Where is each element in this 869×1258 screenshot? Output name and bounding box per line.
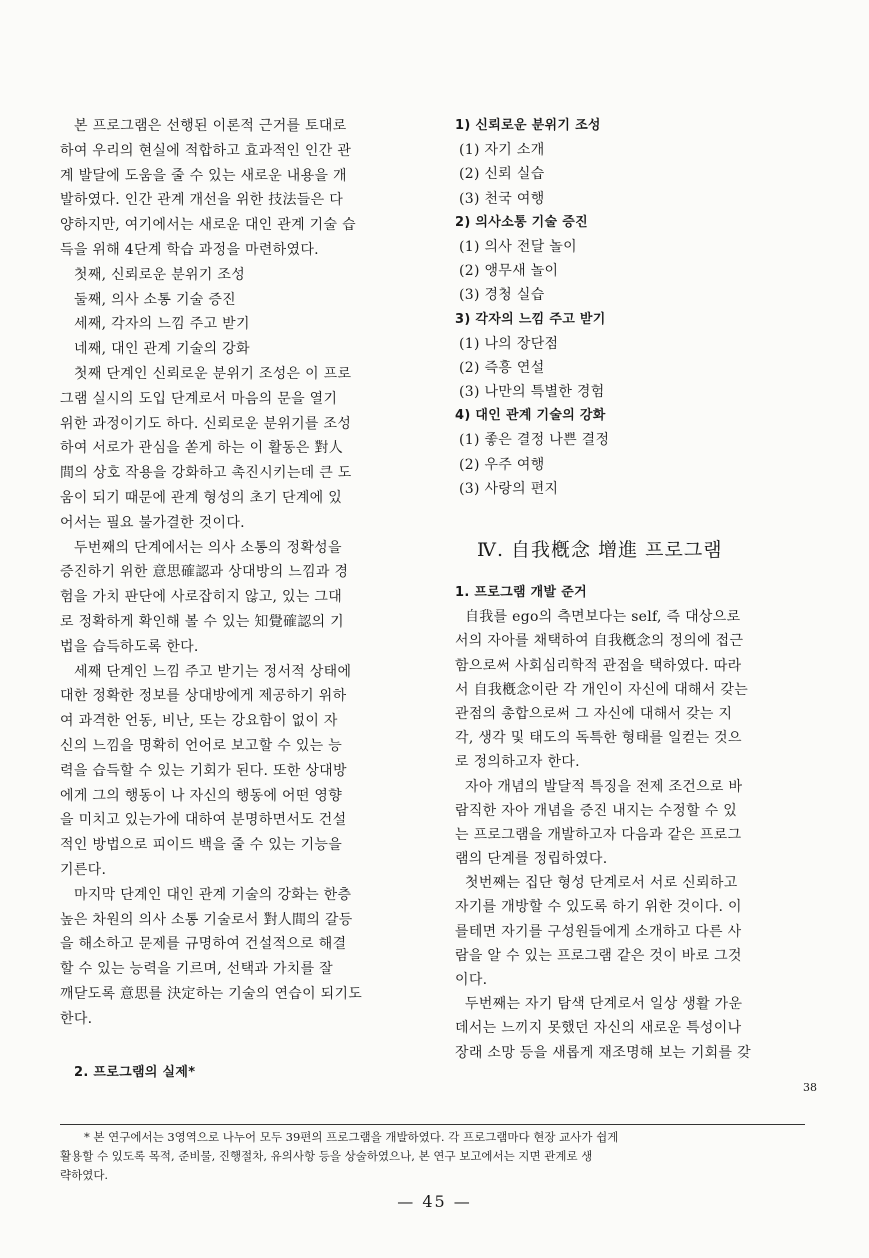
paragraph-line: 대한 정확한 정보를 상대방에게 제공하기 위하 (60, 688, 347, 705)
paragraph-line: 양하지만, 여기에서는 새로운 대인 관계 기술 습 (60, 217, 356, 234)
paragraph-line: 법을 습득하도록 한다. (60, 638, 199, 655)
paragraph-line: 을 미치고 있는가에 대하여 분명하면서도 건설 (60, 812, 347, 829)
outline-heading: 1) 신뢰로운 분위기 조성 (455, 118, 601, 133)
paragraph-line: 기른다. (60, 861, 107, 878)
paragraph-line: 신의 느낌을 명확히 언어로 보고할 수 있는 능 (60, 737, 343, 754)
paragraph-line: 한다. (60, 1010, 93, 1027)
subsection-heading: 1. 프로그램 개발 준거 (455, 585, 587, 600)
paragraph-line: 첫번째는 집단 형성 단계로서 서로 신뢰하고 (465, 875, 738, 892)
paragraph-line: 自我를 ego의 측면보다는 self, 즉 대상으로 (465, 609, 741, 626)
paragraph-line: 력을 습득할 수 있는 기회가 된다. 또한 상대방 (60, 762, 347, 779)
paragraph-line: 로 정의하고자 한다. (455, 754, 580, 771)
stage-list-item: 네째, 대인 관계 기술의 강화 (74, 341, 250, 358)
paragraph-line: 마지막 단계인 대인 관계 기술의 강화는 한층 (74, 886, 352, 903)
paragraph-line: 각, 생각 및 태도의 독특한 형태를 일컫는 것으 (455, 730, 742, 747)
footnote-line: 략하였다. (60, 1168, 109, 1182)
paragraph-line: 는 프로그램을 개발하고자 다음과 같은 프로그 (455, 826, 742, 843)
footnote (60, 1128, 805, 1185)
outline-heading: 4) 대인 관계 기술의 강화 (455, 408, 606, 424)
paragraph-line: 본 프로그램은 선행된 이론적 근거를 토대로 (74, 118, 347, 134)
outline-item: (3) 나만의 특별한 경험 (459, 384, 605, 401)
paragraph-line: 험을 가치 판단에 사로잡히지 않고, 있는 그대 (60, 589, 343, 606)
stage-list-item: 첫째, 신뢰로운 분위기 조성 (74, 266, 246, 283)
paragraph-line: 움이 되기 때문에 관계 형성의 초기 단계에 있 (60, 489, 343, 506)
outline-group (455, 114, 800, 211)
paragraph-line: 증진하기 위한 意思確認과 상대방의 느낌과 경 (60, 564, 349, 581)
paragraph-line: 로 정확하게 확인해 볼 수 있는 知覺確認의 기 (60, 613, 344, 630)
paragraph-line: 서의 자아를 채택하여 自我槪念의 정의에 접근 (455, 633, 744, 650)
paragraph-line: 관점의 총합으로써 그 자신에 대해서 갖는 지 (455, 705, 733, 722)
side-page-mark: 38 (803, 1081, 817, 1094)
paragraph-line: 서 自我槪念이란 각 개인이 자신에 대해서 갖는 (455, 681, 749, 698)
paragraph-line: 에게 그의 행동이 나 자신의 행동에 어떤 영향 (60, 787, 343, 804)
outline-group (455, 211, 800, 308)
outline-item: (1) 좋은 결정 나쁜 결정 (459, 432, 610, 449)
paragraph-line: 위한 과정이기도 하다. 신뢰로운 분위기를 조성 (60, 415, 352, 432)
paragraph-line: 자아 개념의 발달적 특징을 전제 조건으로 바 (465, 778, 743, 795)
paragraph-line: 람직한 자아 개념을 증진 내지는 수정할 수 있 (455, 802, 738, 819)
paragraph-line: 높은 차원의 의사 소통 기술로서 對人間의 갈등 (60, 911, 353, 928)
page-number: — 45 — (397, 1192, 472, 1211)
paragraph-line: 람을 알 수 있는 프로그램 같은 것이 바로 그것 (455, 947, 742, 964)
paragraph-line: 데서는 느끼지 못했던 자신의 새로운 특성이나 (455, 1020, 742, 1037)
paragraph-line: 자기를 개방할 수 있도록 하기 위한 것이다. 이 (455, 899, 742, 916)
paragraph-line: 램의 단계를 정립하였다. (455, 851, 608, 868)
outline-item: (1) 자기 소개 (459, 142, 545, 159)
paragraph-line: 이다. (455, 972, 488, 988)
outline-group (455, 308, 800, 405)
paragraph-line: 득을 위해 4단계 학습 과정을 마련하였다. (60, 241, 319, 258)
paragraph-line: 함으로써 사회심리학적 관점을 택하였다. 따라 (455, 657, 742, 674)
paragraph-line: 깨닫도록 意思를 決定하는 기술의 연습이 되기도 (60, 985, 363, 1002)
paragraph-line: 장래 소망 등을 새롭게 재조명해 보는 기회를 갖 (455, 1044, 751, 1061)
outline-item: (2) 신뢰 실습 (459, 166, 545, 183)
paragraph-line: 두번째의 단계에서는 의사 소통의 정확성을 (74, 539, 342, 556)
outline-item: (1) 의사 전달 놀이 (459, 238, 577, 255)
footnote-line: 활용할 수 있도록 목적, 준비물, 진행절차, 유의사항 등을 상술하였으나, 본 연구 보고에서는 지면 관계로 생 (60, 1149, 593, 1163)
outline-item: (3) 경청 실습 (459, 287, 545, 304)
chapter-title: Ⅳ. 自我槪念 增進 프로그램 (477, 539, 723, 561)
paragraph-line: 세째 단계인 느낌 주고 받기는 정서적 상태에 (74, 663, 352, 680)
paragraph-line: 여 과격한 언동, 비난, 또는 강요함이 없이 자 (60, 713, 338, 730)
paragraph-line: 그램 실시의 도입 단계로서 마음의 문을 열기 (60, 390, 338, 407)
right-column (455, 114, 800, 1065)
paragraph-line: 할 수 있는 능력을 기르며, 선택과 가치를 잘 (60, 961, 334, 978)
outline-item: (3) 천국 여행 (459, 190, 545, 207)
paragraph-line: 첫째 단계인 신뢰로운 분위기 조성은 이 프로 (74, 365, 352, 382)
outline-item: (2) 즉흥 연설 (459, 359, 545, 376)
outline-item: (1) 나의 장단점 (459, 335, 559, 352)
paragraph-line: 어서는 필요 불가결한 것이다. (60, 514, 245, 531)
paragraph-line: 하여 서로가 관심을 쏟게 하는 이 활동은 對人 (60, 440, 344, 457)
paragraph-line: 하여 우리의 현실에 적합하고 효과적인 인간 관 (60, 142, 352, 159)
paragraph-line: 間의 상호 작용을 강화하고 촉진시키는데 큰 도 (60, 465, 352, 482)
outline-item: (2) 앵무새 놀이 (459, 263, 559, 280)
outline-heading: 2) 의사소통 기술 증진 (455, 214, 588, 230)
stage-list-item: 둘째, 의사 소통 기술 증진 (74, 291, 236, 308)
footnote-divider (60, 1124, 805, 1125)
paragraph-line: 적인 방법으로 피이드 백을 줄 수 있는 기능을 (60, 837, 343, 854)
section-heading: 2. 프로그램의 실제* (74, 1065, 196, 1081)
outline-item: (3) 사랑의 편지 (459, 480, 559, 497)
paragraph-line: 두번째는 자기 탐색 단계로서 일상 생활 가운 (465, 996, 743, 1013)
outline-item: (2) 우주 여행 (459, 456, 545, 473)
paragraph-line: 계 발달에 도움을 줄 수 있는 새로운 내용을 개 (60, 167, 347, 184)
stage-list-item: 세째, 각자의 느낌 주고 받기 (74, 316, 250, 333)
paragraph-line: 발하였다. 인간 관계 개선을 위한 技法들은 다 (60, 192, 344, 209)
outline-heading: 3) 각자의 느낌 주고 받기 (455, 311, 606, 327)
outline-group (455, 404, 800, 501)
paragraph-line: 을 해소하고 문제를 규명하여 건설적으로 해결 (60, 936, 347, 953)
footnote-line: * 본 연구에서는 3영역으로 나누어 모두 39편의 프로그램을 개발하였다. 각 프로그램마다 현장 교사가 쉽게 (84, 1130, 619, 1144)
left-column (60, 114, 415, 1086)
paragraph-line: 를테면 자기를 구성원들에게 소개하고 다른 사 (455, 923, 742, 940)
